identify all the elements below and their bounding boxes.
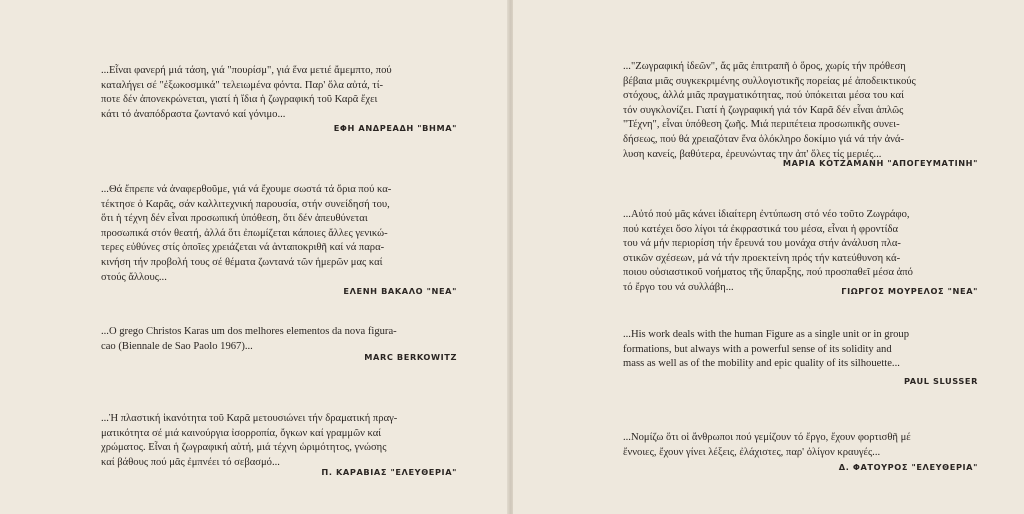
attribution-slusser: PAUL SLUSSER <box>903 376 978 386</box>
quote-line: ...O grego Christos Karas um dos melhores elementos da nova figura- <box>101 326 397 337</box>
quote-line: ...Νομίζω ὅτι οἱ ἄνθρωποι πού γεμίζουν τό ἔργο, ἔχουν φορτισθῆ μέ <box>623 432 911 443</box>
quote-line: τερες εὐθύνες στίς ὁποῖες χρειάζεται νά ἀνταποκριθῆ καί νά παρα- <box>101 242 385 254</box>
quote-line: τέκτησε ὁ Καρᾶς, σάν καλλιτεχνική παρουσία, στήν συνείδησή του, <box>101 198 390 210</box>
right-page <box>513 0 1024 514</box>
quote-fatouros <box>623 431 977 460</box>
quote-line: βέβαια μιᾶς συγκεκριμένης συλλογιστικῆς πορείας μέ ἀποδεικτικούς <box>623 75 916 87</box>
quote-line: κινήση τήν προβολή τους σέ θέματα ζωντανά τῶν ἡμερῶν μας καί <box>101 256 383 268</box>
quote-line: καί βάθους πού μᾶς ἐμπνέει τό σεβασμό... <box>101 456 280 468</box>
attribution-karavias: Π. ΚΑΡΑΒΙΑΣ "ΕΛΕΥΘΕΡΙΑ" <box>321 467 457 477</box>
quote-berkowitz <box>101 325 457 354</box>
attribution-kotzamani: ΜΑΡΙΑ ΚΟΤΖΑΜΑΝΗ "ΑΠΟΓΕΥΜΑΤΙΝΗ" <box>782 158 978 168</box>
quote-line: ματικότητα σέ μιά καινούργια ἰσορροπία, ὄγκων καί γραμμῶν καί <box>101 427 382 439</box>
quote-line: καταλήγει σέ "ἐξωκοσμικά" τελειωμένα φόντα. Παρ' ὅλα αὐτά, τί- <box>101 79 384 91</box>
quote-line: formations, but always with a powerful sense of its solidity and <box>623 343 892 355</box>
quote-slusser <box>623 328 977 372</box>
quote-line: mass as well as of the mobility and epic quality of its silhouette... <box>623 358 900 370</box>
quote-line: ...His work deals with the human Figure as a single unit or in group <box>623 329 909 340</box>
quote-line: δήσεως, πού θά χρειαζόταν ἕνα ὁλόκληρο δοκίμιο γιά νά τήν ἀνά- <box>623 133 904 145</box>
quote-line: τόν συγκλονίζει. Γιατί ἡ ζωγραφική γιά τόν Καρᾶ δέν εἶναι ἁπλῶς <box>623 104 904 116</box>
quote-karavias <box>101 412 457 470</box>
left-page <box>0 0 509 514</box>
quote-line: στούς ἄλλους... <box>101 271 167 283</box>
quote-line: ἔννοιες, ἔχουν γίνει λέξεις, ἐλάχιστες, παρ' ὀλίγον κραυγές... <box>623 446 881 458</box>
attribution-fatouros: Δ. ΦΑΤΟΥΡΟΣ "ΕΛΕΥΘΕΡΙΑ" <box>838 462 978 472</box>
quote-andreadi <box>101 64 457 122</box>
attribution-berkowitz: MARC BERKOWITZ <box>364 352 457 362</box>
quote-line: στόχους, ἀλλά μιᾶς πραγματικότητας, πού ὑπόκειται μέσα του καί <box>623 90 904 102</box>
attribution-andreadi: ΕΦΗ ΑΝΔΡΕΑΔΗ "ΒΗΜΑ" <box>333 123 457 133</box>
quote-line: ...Ἡ πλαστική ἱκανότητα τοῦ Καρᾶ μετουσιώνει τήν δραματική πραγ- <box>101 413 398 424</box>
quote-line: στικῶν σχέσεων, μά νά τήν προεκτείνη πρός τήν κατεύθυνση κά- <box>623 252 901 264</box>
quote-line: ποιου οὐσιαστικοῦ νοήματος τῆς ὕπαρξης, πού προσπαθεῖ μέσα ἀπό <box>623 267 913 279</box>
quote-line: του νά μήν περιορίση τήν ἔρευνά του μονάχα στήν ἀνάλυση πλα- <box>623 238 901 250</box>
quote-line: λυση κανείς, βαθύτερα, ἐρευνώντας την ἀπ' ὅλες τίς μεριές... <box>623 148 882 160</box>
quote-line: ὅτι ἡ τέχνη δέν εἶναι προσωπική ὑπόθεση, ὅτι δέν ἀπευθύνεται <box>101 213 368 225</box>
quote-line: ...Εἶναι φανερή μιά τάση, γιά "πουρίσμ", γιά ἕνα μετιέ ἄμεμπτο, πού <box>101 65 392 76</box>
attribution-vakalo: ΕΛΕΝΗ ΒΑΚΑΛΟ "ΝΕΑ" <box>343 286 457 296</box>
quote-line: ποτε δέν ἀπονεκρώνεται, γιατί ἡ ἴδια ἡ ζωγραφική τοῦ Καρᾶ ἔχει <box>101 94 378 106</box>
quote-line: ..."Ζωγραφική ἰδεῶν", ἄς μᾶς ἐπιτραπῆ ὁ ὅρος, χωρίς τήν πρόθεση <box>623 61 906 72</box>
quote-mourelos <box>623 208 977 296</box>
quote-line: cao (Biennale de Sao Paolo 1967)... <box>101 340 253 352</box>
quote-line: τό ἔργο του νά συλλάβη... <box>623 281 734 293</box>
quote-kotzamani <box>623 60 977 162</box>
quote-line: χρώματος. Εἶναι ἡ ζωγραφική αὐτή, μιά τέχνη ὡριμότητος, γνώσης <box>101 442 387 454</box>
quote-line: προσωπικά στόν θεατή, ἀλλά ὅτι ἐπωμίζεται κάποιες ἄλλες γενικώ- <box>101 227 388 239</box>
quote-line: ...Θά ἔπρεπε νά ἀναφερθοῦμε, γιά νά ἔχουμε σωστά τά ὅρια πού κα- <box>101 184 392 195</box>
quote-line: ...Αὐτό πού μᾶς κάνει ἰδιαίτερη ἐντύπωση στό νέο τοῦτο Ζωγράφο, <box>623 209 910 220</box>
quote-line: "Τέχνη", εἶναι ὑπόθεση ζωῆς. Μιά περιπέτεια προσωπικῆς συνει- <box>623 119 900 131</box>
attribution-mourelos: ΓΙΩΡΓΟΣ ΜΟΥΡΕΛΟΣ "ΝΕΑ" <box>841 286 978 296</box>
quote-vakalo <box>101 183 457 285</box>
quote-line: κάτι τό ἀναπόδραστα ζωντανό καί γόνιμο... <box>101 108 286 120</box>
quote-line: πού κατέχει ὅσο λίγοι τά ἐκφραστικά του μέσα, εἶναι ἡ φροντίδα <box>623 223 899 235</box>
